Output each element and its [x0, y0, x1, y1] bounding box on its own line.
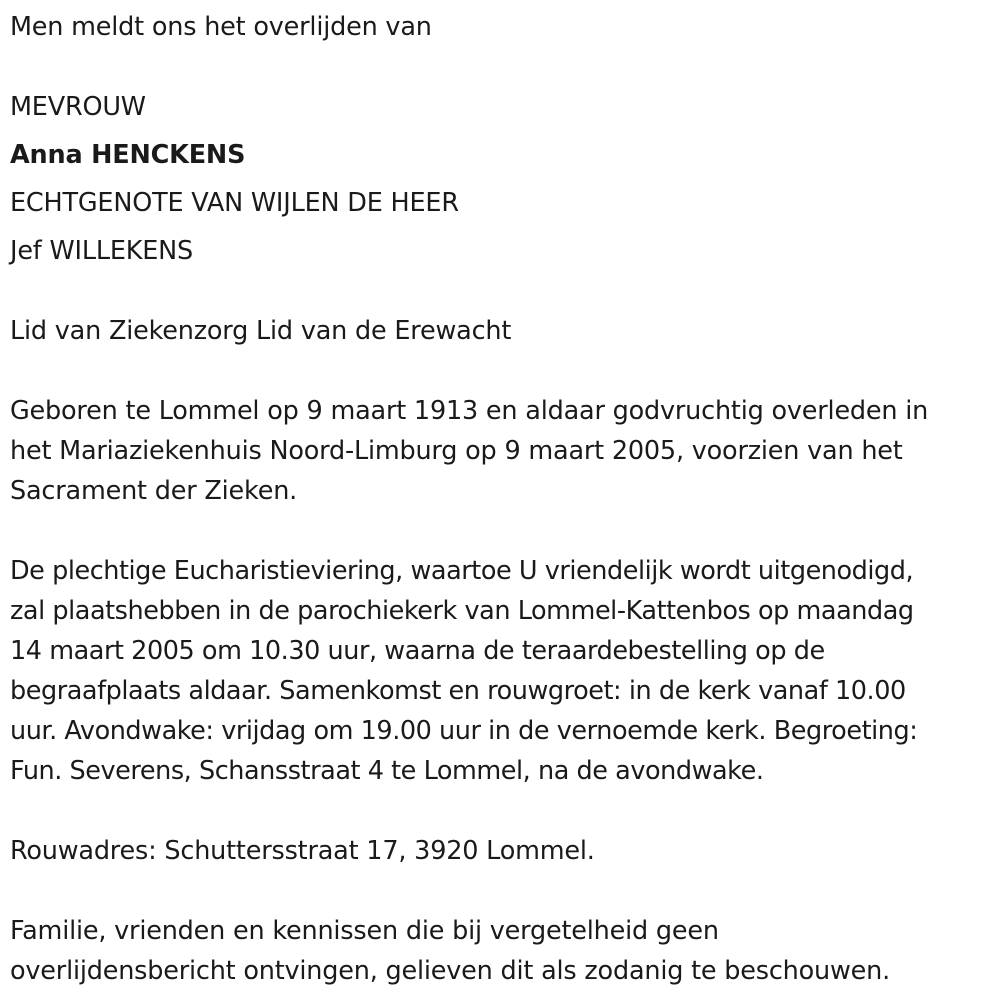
spouse-name: Jef WILLEKENS — [10, 236, 194, 266]
birth-death-line: Geboren te Lommel op 9 maart 1913 en aldaar godvruchtig overleden in — [10, 396, 929, 426]
funeral-line: 14 maart 2005 om 10.30 uur, waarna de teraardebestelling op de — [10, 636, 825, 666]
funeral-line: Fun. Severens, Schansstraat 4 te Lommel, na de avondwake. — [10, 756, 764, 786]
funeral-line: uur. Avondwake: vrijdag om 19.00 uur in de vernoemde kerk. Begroeting: — [10, 716, 918, 746]
spouse-title: ECHTGENOTE VAN WIJLEN DE HEER — [10, 188, 459, 218]
closing-paragraph — [10, 911, 890, 991]
funeral-line: De plechtige Eucharistieviering, waartoe U vriendelijk wordt uitgenodigd, — [10, 556, 914, 586]
birth-death-paragraph — [10, 391, 928, 511]
title-mevrouw: MEVROUW — [10, 92, 146, 122]
funeral-paragraph — [10, 551, 917, 791]
closing-line: Familie, vrienden en kennissen die bij vergetelheid geen — [10, 916, 719, 946]
mourning-address: Rouwadres: Schuttersstraat 17, 3920 Lommel. — [10, 836, 595, 866]
funeral-line: zal plaatshebben in de parochiekerk van Lommel-Kattenbos op maandag — [10, 596, 914, 626]
birth-death-line: Sacrament der Zieken. — [10, 476, 298, 506]
birth-death-line: het Mariaziekenhuis Noord-Limburg op 9 maart 2005, voorzien van het — [10, 436, 903, 466]
deceased-name: Anna HENCKENS — [10, 140, 246, 170]
closing-line: overlijdensbericht ontvingen, gelieven dit als zodanig te beschouwen. — [10, 956, 891, 986]
funeral-line: begraafplaats aldaar. Samenkomst en rouwgroet: in de kerk vanaf 10.00 — [10, 676, 906, 706]
opening-line: Men meldt ons het overlijden van — [10, 12, 432, 42]
membership-line: Lid van Ziekenzorg Lid van de Erewacht — [10, 316, 512, 346]
